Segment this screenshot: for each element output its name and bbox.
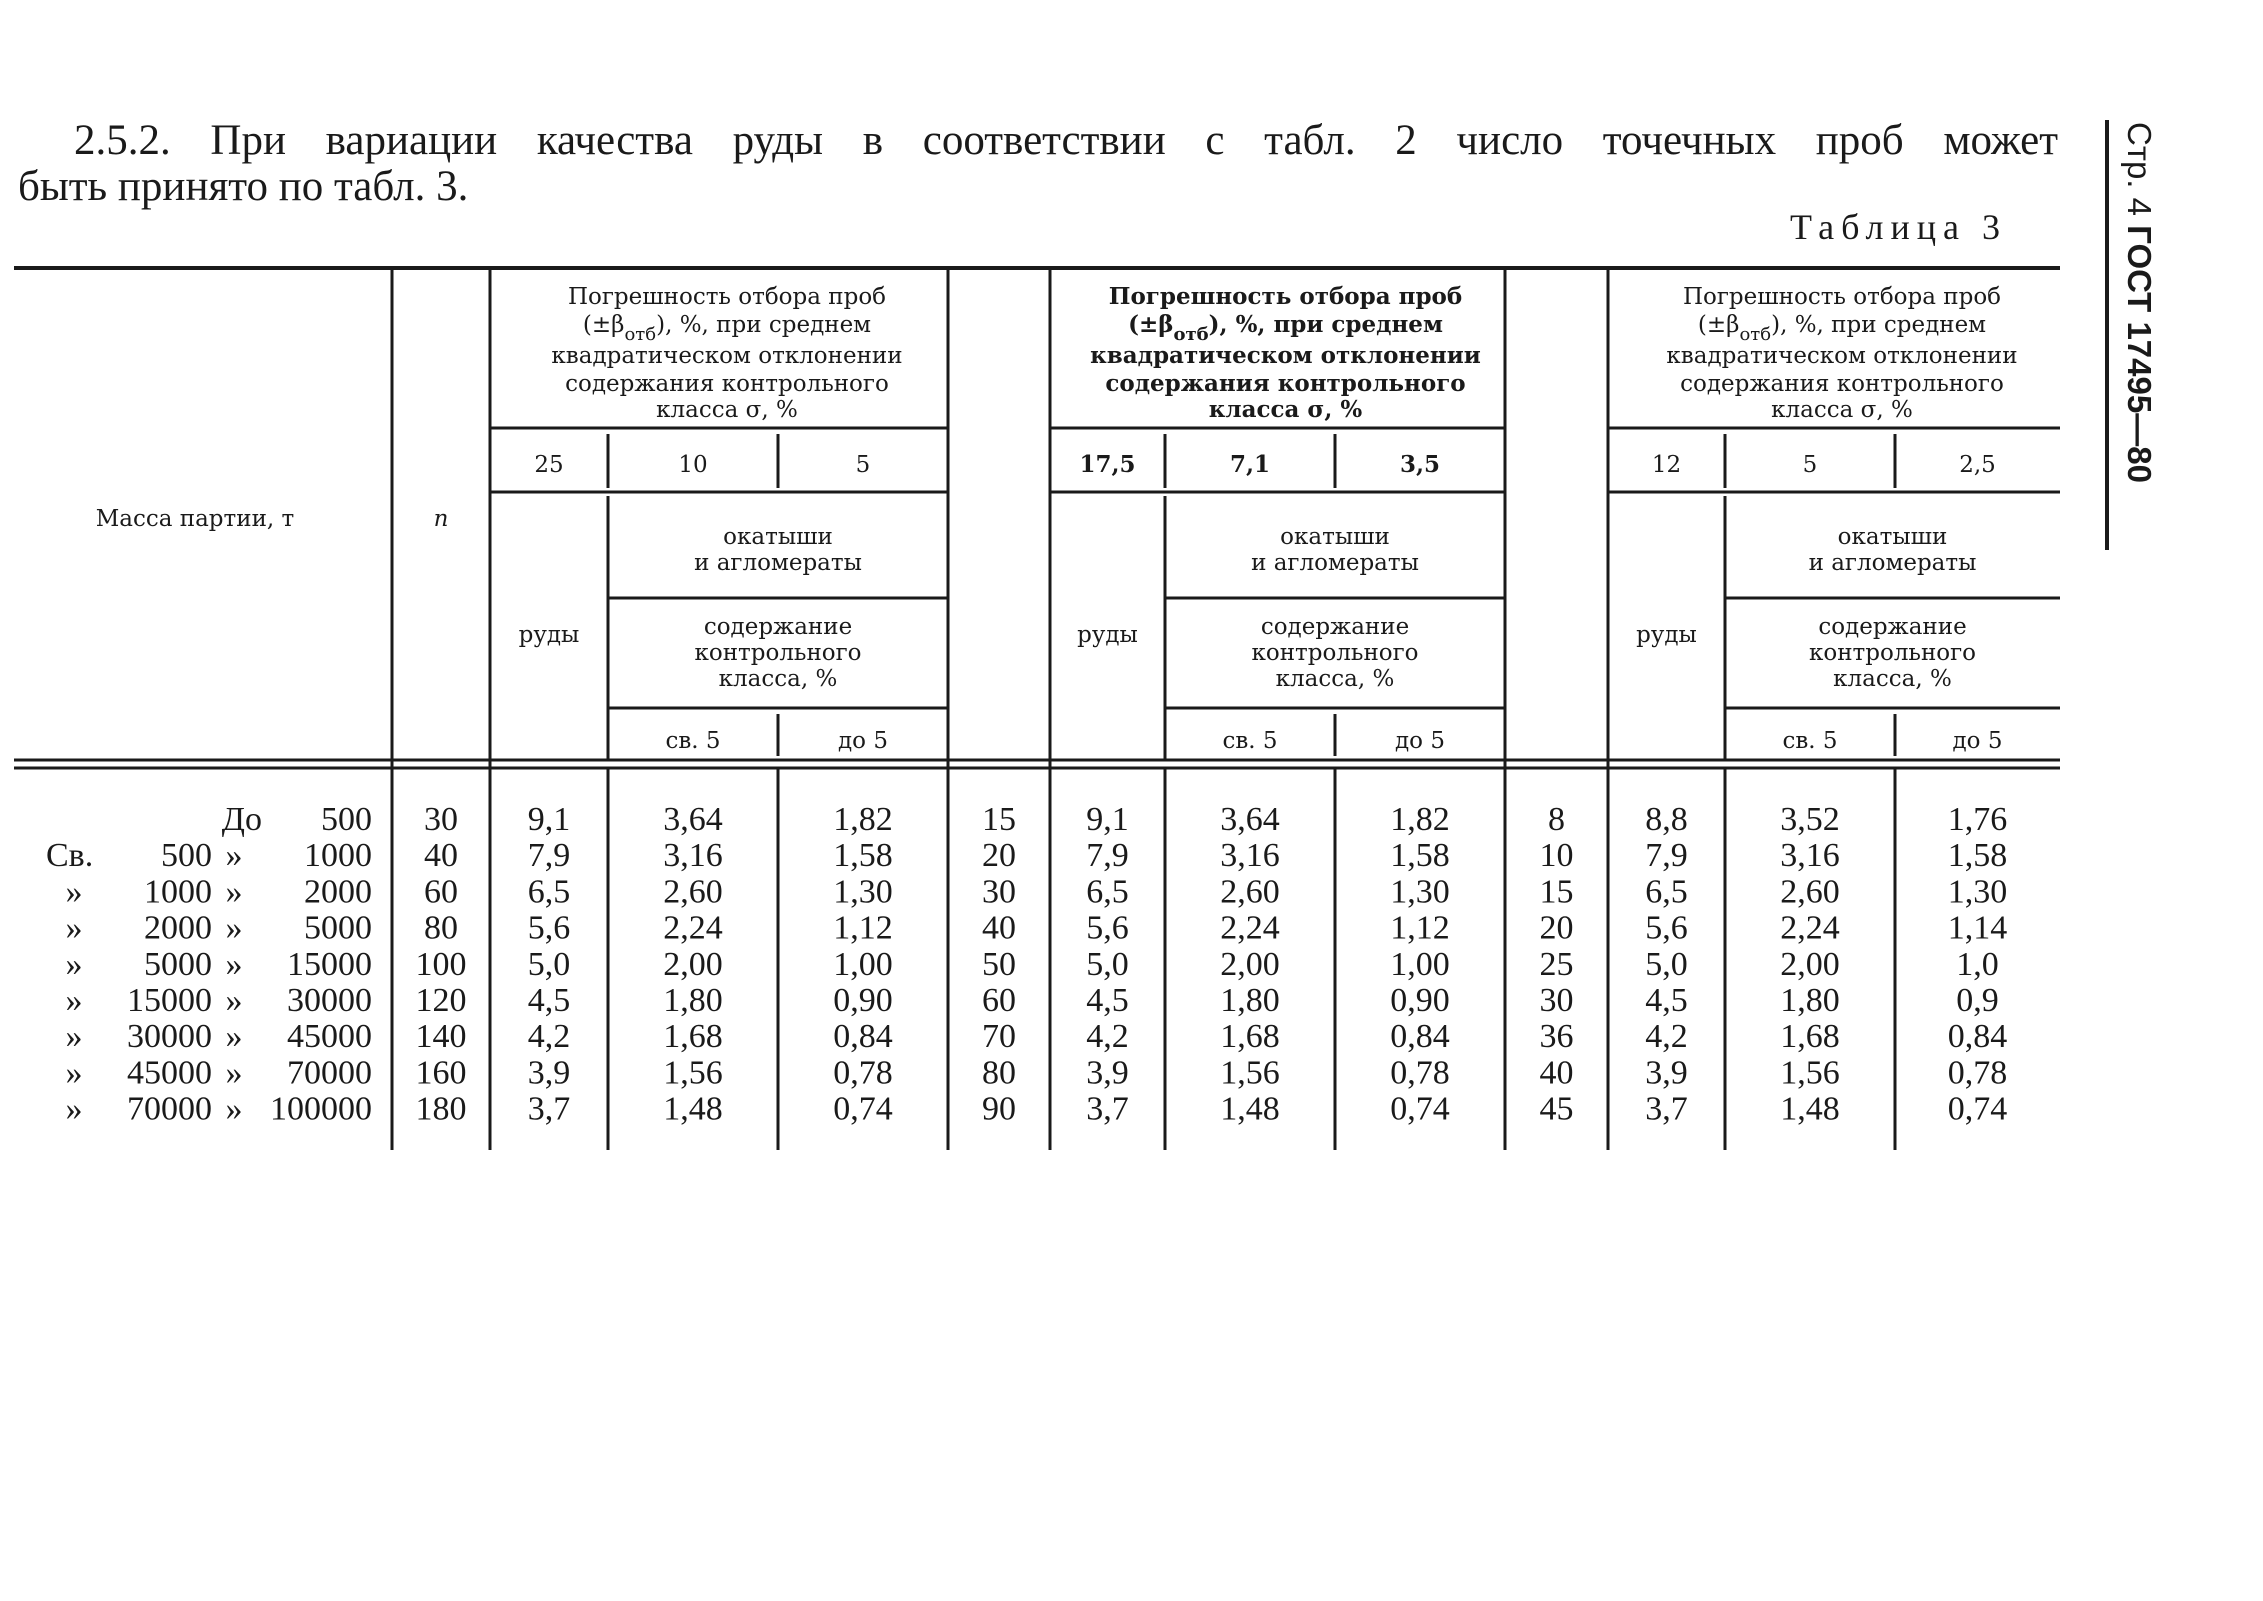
- upto-5-value: 1,30: [1947, 873, 2008, 911]
- above-5-value: 1,48: [1220, 1090, 1280, 1128]
- ore-value: 8,8: [1645, 801, 1688, 838]
- mass-prefix: »: [65, 909, 83, 947]
- group-header-line: $(\pm\beta_{отб})$, %, при среднем: [1128, 311, 1443, 345]
- sigma-value: 5: [855, 452, 871, 478]
- ore-value: 5,6: [1645, 909, 1688, 947]
- upto-5-value: 0,74: [833, 1090, 893, 1128]
- mass-from: 5000: [144, 945, 212, 983]
- ore-value: 3,9: [1086, 1054, 1129, 1092]
- mass-prefix: »: [65, 1054, 83, 1092]
- above-5-value: 2,60: [1220, 873, 1280, 911]
- mass-prefix: »: [65, 1018, 83, 1056]
- ores-label: руды: [1077, 622, 1138, 648]
- page-number: Стр. 4: [2121, 122, 2158, 216]
- sigma-value: 7,1: [1229, 451, 1271, 478]
- mass-to: 5000: [304, 909, 372, 947]
- above-5-value: 1,68: [1220, 1018, 1280, 1056]
- group-header-line: Погрешность отбора проб: [567, 284, 887, 310]
- mass-prefix: До: [221, 801, 262, 838]
- ore-value: 5,6: [1086, 909, 1129, 947]
- upto-5-value: 0,9: [1956, 982, 1999, 1019]
- n-value: 15: [1539, 873, 1574, 911]
- upto-5-label: до 5: [1952, 728, 2003, 754]
- group-header-line: Погрешность отбора проб: [1108, 283, 1463, 310]
- mass-to: 1000: [304, 837, 372, 875]
- n-value: 30: [1539, 982, 1574, 1019]
- above-5-value: 1,48: [1780, 1090, 1840, 1128]
- above-5-label: св. 5: [665, 728, 721, 754]
- above-5-value: 2,00: [1220, 945, 1280, 983]
- upto-5-value: 0,78: [1390, 1054, 1450, 1092]
- mass-from: 2000: [144, 909, 212, 947]
- mass-to: 2000: [304, 873, 372, 911]
- sigma-value: 3,5: [1399, 451, 1441, 478]
- ore-value: 5,0: [527, 945, 571, 983]
- ore-value: 6,5: [527, 873, 571, 911]
- n-value: 50: [982, 945, 1016, 983]
- mass-separator: »: [225, 1018, 243, 1056]
- mass-prefix: »: [65, 873, 83, 911]
- mass-separator: »: [225, 982, 243, 1019]
- group-header-line: содержания контрольного: [1105, 370, 1466, 397]
- n-value: 40: [1539, 1054, 1574, 1092]
- mass-from: 15000: [127, 982, 212, 1019]
- ore-value: 5,0: [1086, 945, 1129, 983]
- above-5-label: св. 5: [1782, 728, 1838, 754]
- content-label: содержание: [1818, 614, 1967, 640]
- mass-from: 70000: [127, 1090, 212, 1128]
- group-header-line: квадратическом отклонении: [551, 343, 903, 369]
- above-5-value: 3,16: [1220, 837, 1280, 875]
- mass-separator: »: [225, 945, 243, 983]
- pellets-label: окатыши: [723, 524, 833, 550]
- upto-5-value: 0,78: [1947, 1054, 2008, 1092]
- above-5-value: 3,64: [1220, 801, 1280, 838]
- n-column-header: n: [433, 506, 449, 532]
- mass-to: 45000: [287, 1018, 372, 1056]
- mass-prefix: »: [65, 945, 83, 983]
- upto-5-value: 0,74: [1947, 1090, 2008, 1128]
- above-5-value: 3,64: [663, 801, 723, 838]
- table-caption: Таблица 3: [1790, 207, 2007, 247]
- above-5-value: 3,52: [1780, 801, 1840, 838]
- above-5-value: 1,56: [663, 1054, 723, 1092]
- mass-to: 15000: [287, 945, 372, 983]
- mass-from: 30000: [127, 1018, 212, 1056]
- ore-value: 4,2: [1645, 1018, 1688, 1056]
- sigma-value: 25: [534, 452, 564, 478]
- mass-from: 500: [161, 837, 212, 875]
- ore-value: 4,2: [1086, 1018, 1129, 1056]
- ore-value: 4,2: [527, 1018, 571, 1056]
- n-value: 120: [415, 982, 467, 1019]
- mass-prefix: »: [65, 982, 83, 1019]
- mass-separator: »: [225, 1090, 243, 1128]
- group-header-line: $(\pm\beta_{отб})$, %, при среднем: [582, 312, 872, 345]
- upto-5-value: 1,58: [833, 837, 893, 875]
- above-5-label: св. 5: [1222, 728, 1278, 754]
- mass-from: 1000: [144, 873, 212, 911]
- n-value: 60: [982, 982, 1016, 1019]
- pellets-label: и агломераты: [1808, 550, 1977, 576]
- above-5-value: 2,60: [1780, 873, 1840, 911]
- upto-5-value: 1,30: [1390, 873, 1450, 911]
- ore-value: 7,9: [1645, 837, 1688, 875]
- intro-paragraph-line-2: быть принято по табл. 3.: [18, 163, 469, 210]
- above-5-value: 1,56: [1780, 1054, 1840, 1092]
- n-value: 20: [982, 837, 1016, 875]
- mass-to: 500: [321, 801, 372, 838]
- pellets-label: окатыши: [1280, 524, 1390, 550]
- above-5-value: 1,68: [1780, 1018, 1840, 1056]
- n-value: 80: [982, 1054, 1016, 1092]
- above-5-value: 2,24: [1780, 909, 1840, 947]
- mass-separator: »: [225, 873, 243, 911]
- above-5-value: 2,00: [663, 945, 723, 983]
- upto-5-value: 0,84: [1390, 1018, 1450, 1056]
- n-value: 15: [982, 801, 1016, 838]
- n-value: 30: [424, 801, 458, 838]
- upto-5-value: 0,90: [1390, 982, 1450, 1019]
- ore-value: 3,7: [1645, 1090, 1688, 1128]
- ores-label: руды: [1636, 622, 1697, 648]
- ore-value: 3,9: [1645, 1054, 1688, 1092]
- group-header-line: Погрешность отбора проб: [1682, 284, 2002, 310]
- mass-to: 30000: [287, 982, 372, 1019]
- sigma-value: 17,5: [1079, 451, 1136, 478]
- n-value: 30: [982, 873, 1016, 911]
- ore-value: 9,1: [1086, 801, 1129, 838]
- group-header-line: класса σ, %: [1771, 397, 1913, 423]
- above-5-value: 2,24: [1220, 909, 1280, 947]
- upto-5-value: 1,0: [1956, 945, 1999, 983]
- group-header-line: квадратическом отклонении: [1666, 343, 2018, 369]
- ores-label: руды: [518, 622, 580, 648]
- standard-number: ГОСТ 17495—80: [2121, 225, 2158, 483]
- ore-value: 9,1: [527, 801, 571, 838]
- n-value: 60: [424, 873, 458, 911]
- upto-5-value: 1,30: [833, 873, 893, 911]
- group-header-line: класса σ, %: [656, 397, 798, 423]
- above-5-value: 1,80: [1780, 982, 1840, 1019]
- pellets-label: и агломераты: [1251, 550, 1419, 576]
- upto-5-value: 0,84: [1947, 1018, 2008, 1056]
- content-label: контрольного: [694, 640, 862, 666]
- mass-prefix: »: [65, 1090, 83, 1128]
- mass-separator: »: [225, 909, 243, 947]
- intro-paragraph-line-1: 2.5.2. При вариации качества руды в соответствии с табл. 2 число точечных проб может: [74, 117, 2058, 164]
- content-label: контрольного: [1808, 640, 1977, 666]
- above-5-value: 2,24: [663, 909, 723, 947]
- ore-value: 3,7: [527, 1090, 571, 1128]
- upto-5-value: 1,12: [833, 909, 893, 947]
- mass-from: 45000: [127, 1054, 212, 1092]
- ore-value: 5,6: [527, 909, 571, 947]
- sigma-value: 2,5: [1959, 452, 1996, 478]
- ore-value: 7,9: [527, 837, 571, 875]
- n-value: 36: [1539, 1018, 1574, 1056]
- n-value: 90: [982, 1090, 1016, 1128]
- upto-5-value: 0,78: [833, 1054, 893, 1092]
- n-value: 100: [415, 945, 467, 983]
- group-header-line: содержания контрольного: [565, 371, 889, 397]
- n-value: 40: [424, 837, 458, 875]
- group-header-line: содержания контрольного: [1680, 371, 2004, 397]
- ore-value: 6,5: [1086, 873, 1129, 911]
- upto-5-value: 1,14: [1947, 909, 2008, 947]
- above-5-value: 1,80: [663, 982, 723, 1019]
- upto-5-value: 1,00: [833, 945, 893, 983]
- ore-value: 3,9: [527, 1054, 571, 1092]
- mass-prefix: Св.: [46, 837, 94, 875]
- upto-5-value: 1,58: [1947, 837, 2008, 875]
- n-value: 10: [1539, 837, 1574, 875]
- n-value: 8: [1548, 801, 1565, 838]
- n-value: 80: [424, 909, 458, 947]
- above-5-value: 1,48: [663, 1090, 723, 1128]
- upto-5-value: 1,82: [1390, 801, 1450, 838]
- content-label: содержание: [1260, 614, 1410, 640]
- upto-5-label: до 5: [1395, 728, 1445, 754]
- above-5-value: 2,60: [663, 873, 723, 911]
- upto-5-value: 1,58: [1390, 837, 1450, 875]
- upto-5-value: 0,74: [1390, 1090, 1450, 1128]
- upto-5-value: 1,82: [833, 801, 893, 838]
- above-5-value: 1,68: [663, 1018, 723, 1056]
- upto-5-label: до 5: [838, 728, 888, 754]
- content-label: класса, %: [1833, 666, 1952, 692]
- mass-separator: »: [225, 837, 243, 875]
- sigma-value: 5: [1802, 452, 1818, 478]
- mass-separator: »: [225, 1054, 243, 1092]
- above-5-value: 1,80: [1220, 982, 1280, 1019]
- upto-5-value: 0,90: [833, 982, 893, 1019]
- mass-column-header: Масса партии, т: [95, 506, 295, 532]
- n-value: 25: [1539, 945, 1574, 983]
- content-label: содержание: [703, 614, 853, 640]
- n-value: 160: [415, 1054, 467, 1092]
- content-label: класса, %: [1275, 666, 1395, 692]
- ore-value: 7,9: [1086, 837, 1129, 875]
- above-5-value: 2,00: [1780, 945, 1840, 983]
- n-value: 70: [982, 1018, 1016, 1056]
- upto-5-value: 1,00: [1390, 945, 1450, 983]
- group-header-line: $(\pm\beta_{отб})$, %, при среднем: [1697, 312, 1987, 345]
- upto-5-value: 1,12: [1390, 909, 1450, 947]
- group-header-line: класса σ, %: [1208, 396, 1363, 423]
- n-value: 45: [1539, 1090, 1574, 1128]
- upto-5-value: 1,76: [1947, 801, 2008, 838]
- sigma-value: 12: [1651, 452, 1682, 478]
- mass-to: 70000: [287, 1054, 372, 1092]
- upto-5-value: 0,84: [833, 1018, 893, 1056]
- ore-value: 5,0: [1645, 945, 1688, 983]
- sigma-value: 10: [678, 452, 708, 478]
- above-5-value: 3,16: [1780, 837, 1840, 875]
- pellets-label: и агломераты: [694, 550, 862, 576]
- ore-value: 3,7: [1086, 1090, 1129, 1128]
- ore-value: 4,5: [1645, 982, 1688, 1019]
- n-value: 40: [982, 909, 1016, 947]
- content-label: класса, %: [718, 666, 838, 692]
- pellets-label: окатыши: [1837, 524, 1948, 550]
- mass-to: 100000: [270, 1090, 372, 1128]
- content-label: контрольного: [1251, 640, 1419, 666]
- n-value: 140: [415, 1018, 467, 1056]
- ore-value: 4,5: [527, 982, 571, 1019]
- ore-value: 4,5: [1086, 982, 1129, 1019]
- above-5-value: 1,56: [1220, 1054, 1280, 1092]
- n-value: 180: [415, 1090, 467, 1128]
- n-value: 20: [1539, 909, 1574, 947]
- group-header-line: квадратическом отклонении: [1090, 342, 1481, 369]
- above-5-value: 3,16: [663, 837, 723, 875]
- ore-value: 6,5: [1645, 873, 1688, 911]
